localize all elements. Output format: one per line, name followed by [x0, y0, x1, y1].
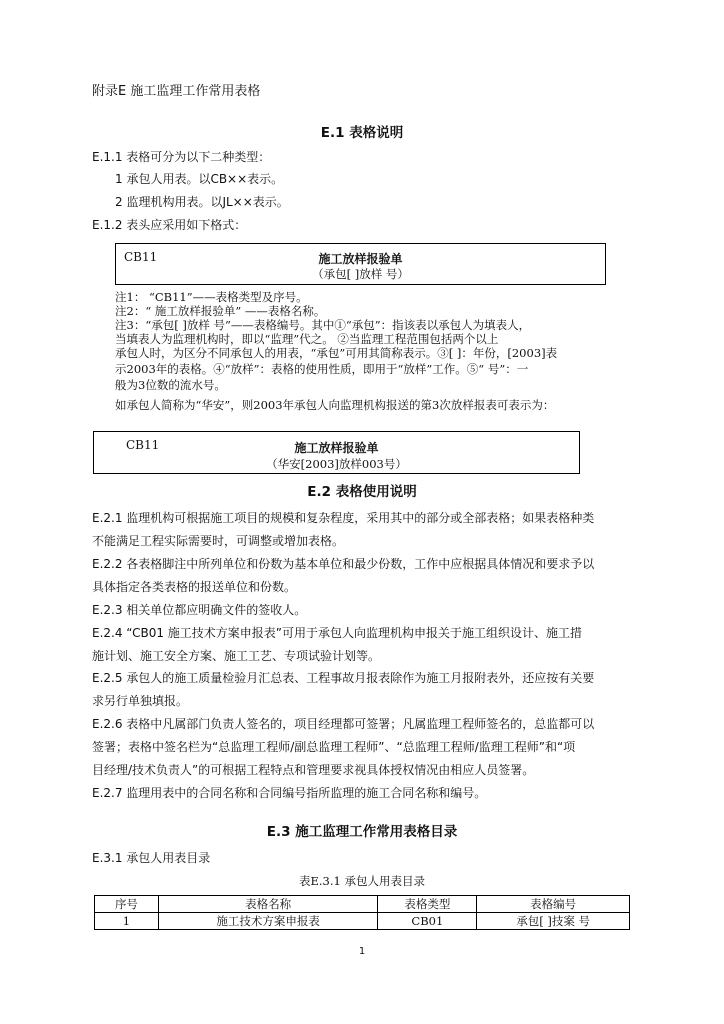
para-e25-line-1: E.2.5 承包人的施工质量检验月汇总表、工程事故月报表除作为施工月报附表外，还应按有关要 — [92, 671, 595, 685]
table-caption: 表E.3.1 承包人用表目录 — [299, 874, 425, 888]
form-title: 施工放样报验单 — [318, 252, 403, 266]
para-e21-line-1: E.2.1 监理机构可根据施工项目的规模和复杂程度，采用其中的部分或全部表格；如果表格种类 — [92, 511, 595, 525]
catalog-table — [94, 895, 630, 930]
appendix-title: 附录E 施工监理工作常用表格 — [92, 84, 261, 99]
para-e24-line-1: E.2.4 “CB01 施工技术方案申报表”可用于承包人向监理机构申报关于施工组织设计、施工措 — [92, 626, 582, 640]
table-cell: 1 — [95, 913, 159, 930]
section-e2-heading: E.2 表格使用说明 — [307, 484, 417, 500]
col-header: 序号 — [95, 896, 159, 913]
para-e22-line-2: 具体指定各类表格的报送单位和份数。 — [92, 580, 297, 594]
note-1: 注1： “CB11”——表格类型及序号。 — [115, 290, 308, 304]
para-e21-line-2: 不能满足工程实际需要时，可调整或增加表格。 — [92, 534, 345, 548]
note-3-line-4: 示2003年的表格。④“放样”：表格的使用性质，即用于“放样”工作。⑤“ 号”：一 — [115, 362, 529, 376]
table-cell: 承包[ ]技案 号 — [477, 913, 630, 930]
list-item-1: 1 承包人用表。以CB××表示。 — [115, 172, 284, 186]
para-e26-line-3: 目经理/技术负责人”的可根据工程特点和管理要求视具体授权情况由相应人员签署。 — [92, 763, 535, 777]
table-row — [95, 913, 630, 930]
para-e26-line-1: E.2.6 表格中凡属部门负责人签名的，项目经理都可签署；凡属监理工程师签名的，总监都可以 — [92, 717, 595, 731]
table-header-row — [95, 896, 630, 913]
note-3-line-1: 注3：“承包[ ]放样 号”——表格编号。其中①“承包”：指该表以承包人为填表人， — [115, 318, 531, 332]
header-format-box-2 — [93, 431, 580, 474]
table-cell: 施工技术方案申报表 — [158, 913, 378, 930]
note-2: 注2：“ 施工放样报验单” ——表格名称。 — [115, 304, 326, 318]
para-e24-line-2: 施计划、施工安全方案、施工工艺、专项试验计划等。 — [92, 649, 381, 663]
header-format-box-1 — [115, 243, 606, 285]
form-title: 施工放样报验单 — [294, 441, 379, 455]
page-number: 1 — [358, 946, 366, 957]
para-e23: E.2.3 相关单位都应明确文件的签收人。 — [92, 603, 307, 617]
section-e1-heading: E.1 表格说明 — [320, 125, 404, 141]
para-e25-line-2: 求另行单独填报。 — [92, 694, 189, 708]
note-3-line-2: 当填表人为监理机构时，即以“监理”代之。 ②当监理工程范围包括两个以上 — [115, 332, 499, 346]
col-header: 表格类型 — [378, 896, 477, 913]
para-e26-line-2: 签署；表格中签名栏为“总监理工程师/副总监理工程师”、“总监理工程师/监理工程师”和“项 — [92, 740, 576, 754]
example-text: 如承包人简称为“华安”，则2003年承包人向监理机构报送的第3次放样报表可表示为： — [115, 398, 555, 412]
list-item-2: 2 监理机构用表。以JL××表示。 — [115, 195, 289, 209]
col-header: 表格名称 — [158, 896, 378, 913]
para-e12: E.1.2 表头应采用如下格式： — [92, 218, 247, 232]
para-e31: E.3.1 承包人用表目录 — [92, 851, 211, 865]
form-code: CB11 — [126, 438, 160, 452]
para-e11: E.1.1 表格可分为以下二种类型： — [92, 150, 271, 164]
col-header: 表格编号 — [477, 896, 630, 913]
form-number: （华安[2003]放样003号） — [266, 457, 407, 471]
para-e27: E.2.7 监理用表中的合同名称和合同编号指所监理的施工合同名称和编号。 — [92, 786, 487, 800]
table-cell: CB01 — [378, 913, 477, 930]
para-e22-line-1: E.2.2 各表格脚注中所列单位和份数为基本单位和最少份数，工作中应根据具体情况和要求予以 — [92, 557, 595, 571]
form-code: CB11 — [124, 250, 158, 264]
form-number: （承包[ ]放样 号） — [312, 267, 409, 281]
note-3-line-3: 承包人时，为区分不同承包人的用表，“承包”可用其简称表示。③[ ]：年份，[2003]表 — [115, 346, 558, 360]
note-3-line-5: 般为3位数的流水号。 — [115, 378, 226, 392]
section-e3-heading: E.3 施工监理工作常用表格目录 — [266, 824, 458, 840]
